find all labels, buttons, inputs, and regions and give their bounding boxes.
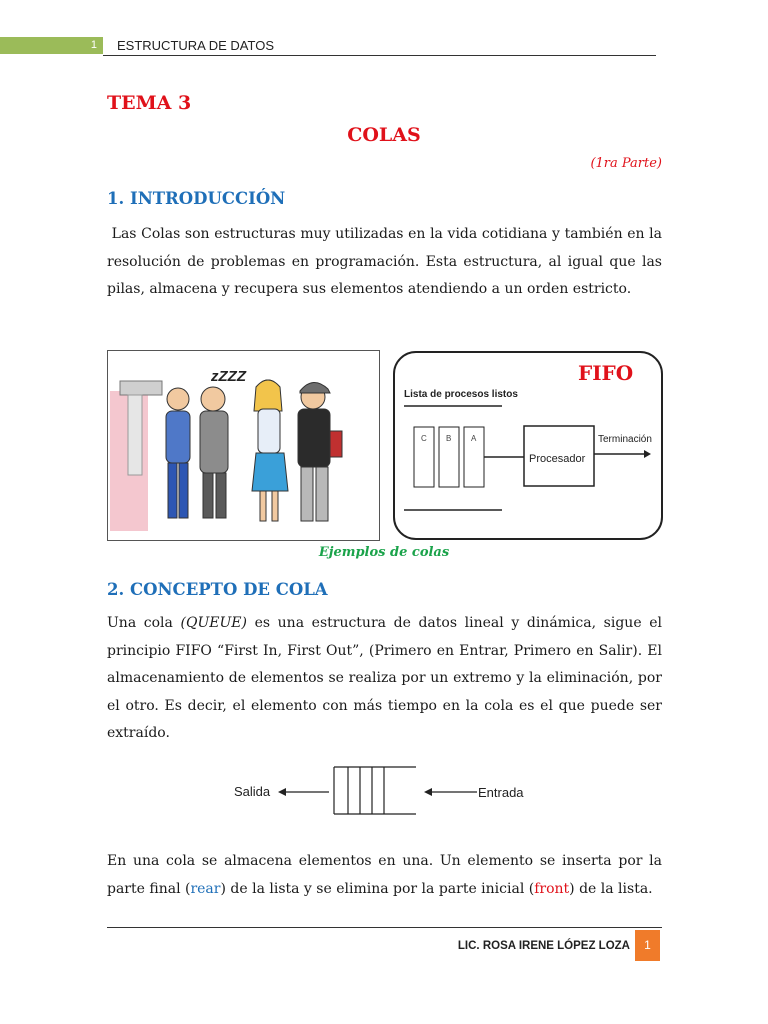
queue-people-drawing bbox=[108, 351, 379, 540]
figure-caption: Ejemplos de colas bbox=[318, 545, 450, 560]
process-cell-c-label: C bbox=[421, 434, 427, 443]
sleep-text: zZZZ bbox=[211, 368, 246, 385]
rear-front-text-c: ) de la lista. bbox=[569, 880, 653, 897]
concepto-text-b: es una estructura de datos lineal y dinámica, sigue el principio FIFO “First In, First Out”, (Primero en Entrar, Primero en Salir). El almacenamiento de elementos se realiza por un extremo y la eliminación, por el otro. Es decir, el elemento con más tiempo en la cola es el que puede ser extraído. bbox=[107, 615, 667, 741]
paragraph-rear-front-text bbox=[107, 848, 662, 903]
front-term: front bbox=[534, 880, 570, 897]
exit-label: Salida bbox=[234, 784, 271, 799]
header-divider bbox=[103, 55, 656, 56]
paragraph-concepto-text bbox=[107, 610, 667, 748]
queue-people-illustration bbox=[107, 350, 380, 541]
queue-diagram-drawing bbox=[230, 764, 530, 820]
process-list-label: Lista de procesos listos bbox=[404, 389, 518, 400]
entry-arrowhead bbox=[424, 788, 432, 796]
termination-label: Terminación bbox=[598, 434, 652, 445]
entry-label: Entrada bbox=[478, 785, 524, 800]
page-subtitle: (1ra Parte) bbox=[590, 156, 662, 171]
fifo-diagram-drawing bbox=[392, 350, 664, 541]
fifo-process-diagram bbox=[392, 350, 664, 541]
rear-term: rear bbox=[190, 880, 221, 897]
rear-front-text-b: ) de la lista y se elimina por la parte inicial ( bbox=[220, 880, 535, 897]
rear-front-text-a: En una cola se almacena elementos en una. Un elemento se inserta por la parte final ( bbox=[107, 853, 662, 897]
header-title: ESTRUCTURA DE DATOS bbox=[117, 38, 274, 53]
footer-author: LIC. ROSA IRENE LÓPEZ LOZA bbox=[457, 940, 630, 952]
processor-label: Procesador bbox=[529, 453, 586, 465]
page-title-text: COLAS bbox=[347, 124, 421, 146]
section-heading-introduccion: 1. INTRODUCCIÓN bbox=[107, 189, 286, 208]
paragraph-concepto bbox=[107, 610, 667, 748]
queue-diagram bbox=[230, 764, 530, 820]
page-title bbox=[0, 124, 768, 146]
header-page-number: 1 bbox=[0, 37, 103, 54]
concepto-text-a: Una cola bbox=[107, 615, 181, 631]
exit-arrowhead bbox=[278, 788, 286, 796]
fifo-title: FIFO bbox=[578, 361, 634, 385]
footer-page-number: 1 bbox=[635, 930, 660, 961]
footer-divider bbox=[107, 927, 662, 928]
paragraph-introduccion bbox=[107, 221, 667, 304]
counter-post bbox=[128, 395, 142, 475]
counter-top bbox=[120, 381, 162, 395]
process-cell-b-label: B bbox=[446, 434, 452, 443]
paragraph-introduccion-text: Las Colas son estructuras muy utilizadas en la vida cotidiana y también en la resolución de problemas en programación. Esta estructura, al igual que las pilas, almacena y recupera sus elementos atendiendo a un orden estricto. bbox=[107, 226, 667, 297]
section-heading-concepto: 2. CONCEPTO DE COLA bbox=[107, 580, 328, 599]
queue-term: (QUEUE) bbox=[180, 615, 247, 631]
paragraph-rear-front bbox=[107, 848, 662, 903]
process-cell-a-label: A bbox=[471, 434, 477, 443]
topic-label: TEMA 3 bbox=[107, 92, 192, 114]
